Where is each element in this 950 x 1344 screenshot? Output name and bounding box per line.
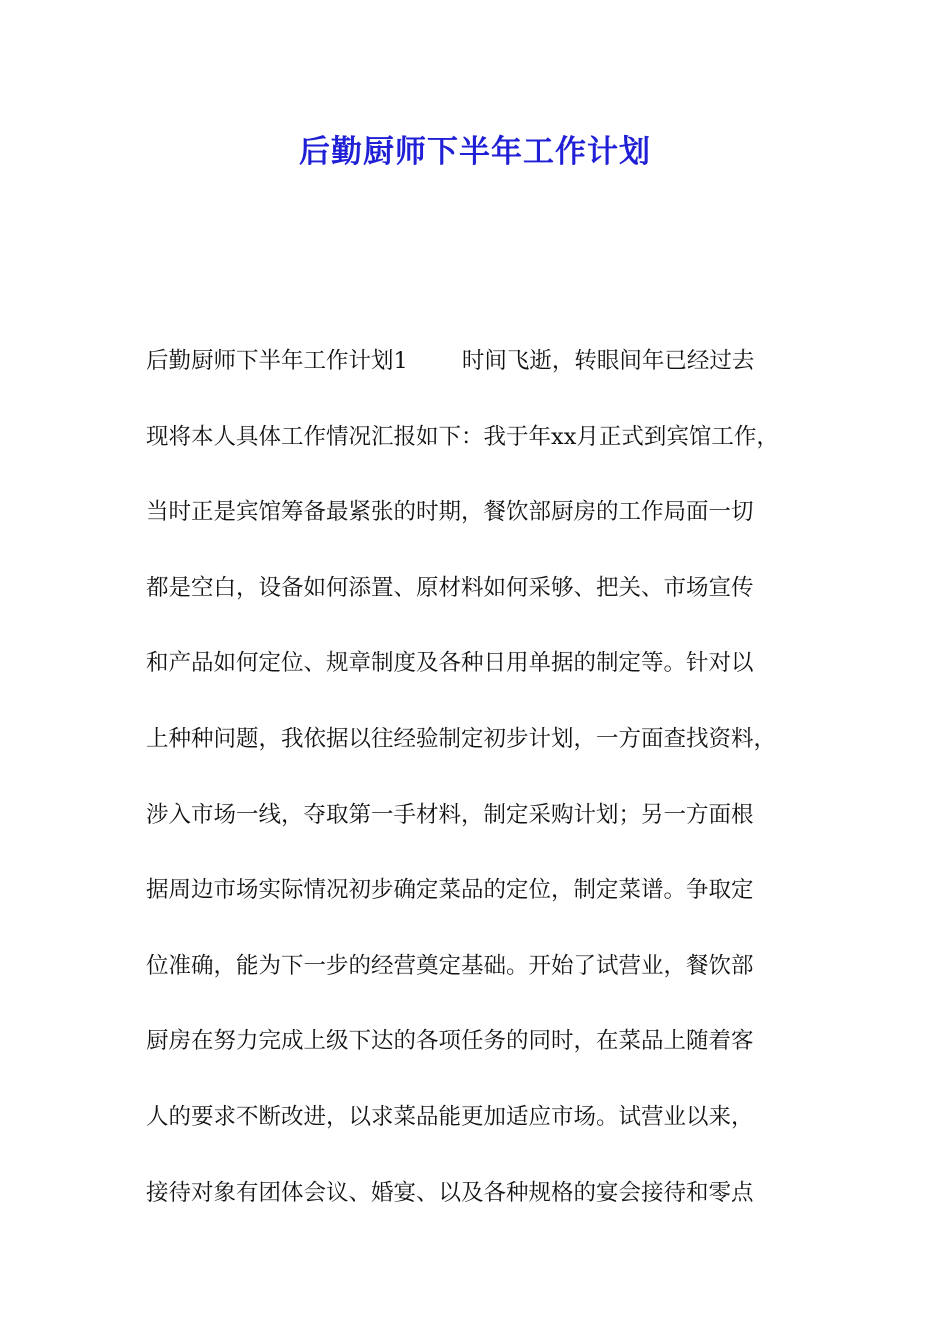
body-line-1 [146, 336, 816, 412]
body-line-8: 据周边市场实际情况初步确定菜品的定位，制定菜谱。争取定 [146, 877, 754, 904]
document-body [146, 336, 816, 1243]
body-line-11: 人的要求不断改进，以求菜品能更加适应市场。试营业以来， [146, 1103, 754, 1130]
section-heading: 后勤厨师下半年工作计划1 [146, 348, 408, 374]
body-line-9: 位准确，能为下一步的经营奠定基础。开始了试营业，餐饮部 [146, 952, 754, 979]
body-line-4: 都是空白，设备如何添置、原材料如何采够、把关、市场宣传 [146, 574, 754, 601]
body-line-10: 厨房在努力完成上级下达的各项任务的同时，在菜品上随着客 [146, 1028, 754, 1055]
body-line-12: 接待对象有团体会议、婚宴、以及各种规格的宴会接待和零点 [146, 1179, 754, 1206]
body-line-2: 现将本人具体工作情况汇报如下：我于年xx月正式到宾馆工作， [146, 423, 779, 450]
body-line-7: 涉入市场一线，夺取第一手材料，制定采购计划；另一方面根 [146, 801, 754, 828]
body-line-3: 当时正是宾馆筹备最紧张的时期，餐饮部厨房的工作局面一切 [146, 499, 754, 526]
body-line-5: 和产品如何定位、规章制度及各种日用单据的制定等。针对以 [146, 650, 754, 677]
body-line-6: 上种种问题，我依据以往经验制定初步计划，一方面查找资料， [146, 725, 777, 752]
body-line-text: 时间飞逝，转眼间年已经过去 [461, 348, 755, 374]
document-title: 后勤厨师下半年工作计划 [299, 134, 651, 170]
